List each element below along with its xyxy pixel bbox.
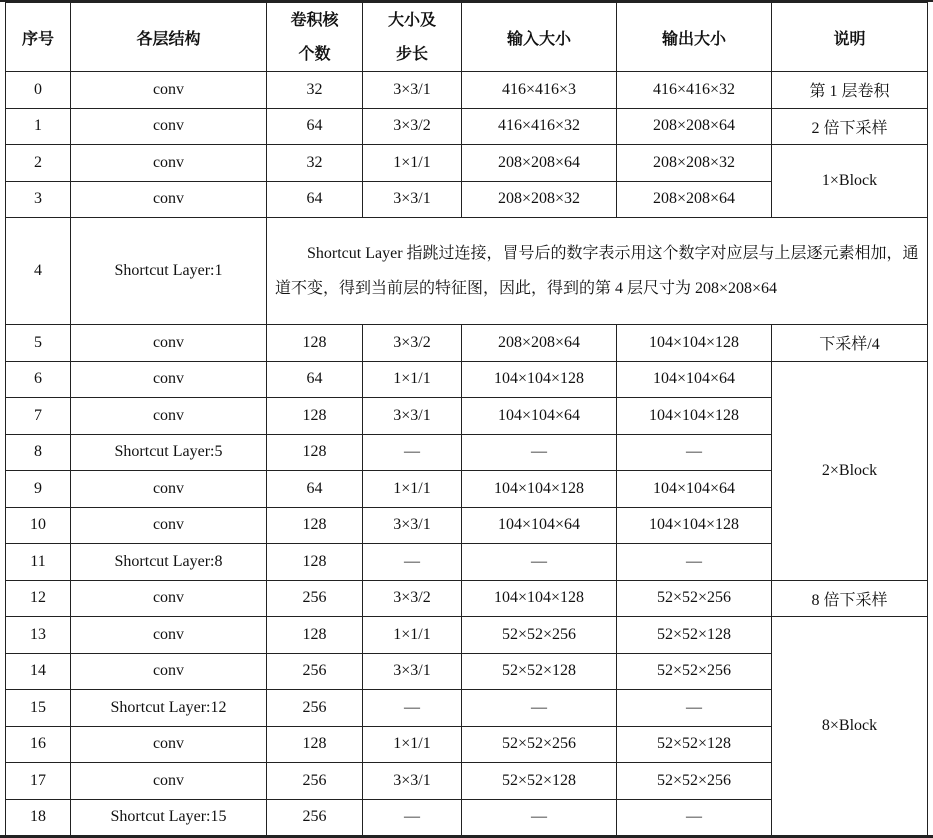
cell-size: — <box>363 434 462 471</box>
cell-kernels: 128 <box>267 398 363 435</box>
cell-structure: conv <box>71 763 267 800</box>
cell-size: 1×1/1 <box>363 726 462 763</box>
cell-input: 104×104×64 <box>462 398 617 435</box>
cell-kernels: 32 <box>267 72 363 109</box>
header-output: 输出大小 <box>617 3 772 72</box>
cell-kernels: 128 <box>267 434 363 471</box>
cell-index: 7 <box>6 398 71 435</box>
cell-size: 3×3/1 <box>363 398 462 435</box>
cell-output: — <box>617 690 772 727</box>
cell-size: 1×1/1 <box>363 361 462 398</box>
cell-shortcut-explanation: Shortcut Layer 指跳过连接，冒号后的数字表示用这个数字对应层与上层逐元素相加，通道不变，得到当前层的特征图，因此，得到的第 4 层尺寸为 208×208×64 <box>267 218 928 325</box>
table-row <box>6 72 928 109</box>
cell-output: — <box>617 799 772 836</box>
cell-index: 12 <box>6 580 71 617</box>
cell-note-merged: 8×Block <box>772 617 928 836</box>
document-wrapper <box>5 2 928 836</box>
cell-index: 13 <box>6 617 71 654</box>
cell-input: 416×416×32 <box>462 108 617 145</box>
cell-index: 1 <box>6 108 71 145</box>
cell-size: — <box>363 799 462 836</box>
header-size <box>363 3 462 72</box>
cell-output: 208×208×32 <box>617 145 772 182</box>
cell-input: — <box>462 690 617 727</box>
cell-index: 0 <box>6 72 71 109</box>
cell-size: — <box>363 690 462 727</box>
cell-output: 104×104×128 <box>617 398 772 435</box>
cell-structure: conv <box>71 653 267 690</box>
table-row <box>6 145 928 182</box>
cell-kernels: 256 <box>267 580 363 617</box>
cell-kernels: 128 <box>267 544 363 581</box>
header-size-line2: 步长 <box>395 44 428 63</box>
cell-output: 52×52×128 <box>617 726 772 763</box>
cell-kernels: 64 <box>267 181 363 218</box>
cell-output: 208×208×64 <box>617 108 772 145</box>
cell-size: — <box>363 544 462 581</box>
table-row <box>6 108 928 145</box>
cell-index: 4 <box>6 218 71 325</box>
cell-kernels: 64 <box>267 361 363 398</box>
cell-index: 16 <box>6 726 71 763</box>
cell-structure: conv <box>71 580 267 617</box>
cell-structure: conv <box>71 507 267 544</box>
cell-index: 15 <box>6 690 71 727</box>
cell-input: 104×104×128 <box>462 361 617 398</box>
cell-index: 10 <box>6 507 71 544</box>
cell-input: 208×208×64 <box>462 145 617 182</box>
cell-structure: conv <box>71 471 267 508</box>
header-kernels <box>267 3 363 72</box>
cell-output: — <box>617 544 772 581</box>
header-note: 说明 <box>772 3 928 72</box>
cell-size: 3×3/2 <box>363 325 462 362</box>
cell-output: — <box>617 434 772 471</box>
cell-structure: conv <box>71 726 267 763</box>
cell-output: 104×104×64 <box>617 361 772 398</box>
cell-output: 416×416×32 <box>617 72 772 109</box>
header-row <box>6 3 928 72</box>
cell-structure: conv <box>71 145 267 182</box>
table-row <box>6 325 928 362</box>
cell-index: 6 <box>6 361 71 398</box>
table-header <box>6 3 928 72</box>
cell-size: 3×3/1 <box>363 763 462 800</box>
cell-output: 52×52×256 <box>617 763 772 800</box>
cell-note: 下采样/4 <box>772 325 928 362</box>
cell-kernels: 32 <box>267 145 363 182</box>
cell-kernels: 64 <box>267 471 363 508</box>
cell-index: 18 <box>6 799 71 836</box>
header-size-line1: 大小及 <box>387 10 436 29</box>
cell-input: 104×104×128 <box>462 471 617 508</box>
cell-size: 1×1/1 <box>363 617 462 654</box>
cell-note-merged: 2×Block <box>772 361 928 580</box>
cell-input: 208×208×64 <box>462 325 617 362</box>
cell-structure: Shortcut Layer:12 <box>71 690 267 727</box>
cell-size: 3×3/2 <box>363 108 462 145</box>
cell-size: 3×3/2 <box>363 580 462 617</box>
cell-structure: conv <box>71 108 267 145</box>
cell-kernels: 256 <box>267 690 363 727</box>
cell-note: 2 倍下采样 <box>772 108 928 145</box>
cell-output: 52×52×256 <box>617 653 772 690</box>
cell-index: 8 <box>6 434 71 471</box>
cell-structure: conv <box>71 181 267 218</box>
network-structure-table <box>5 2 928 836</box>
cell-structure: conv <box>71 361 267 398</box>
cell-size: 3×3/1 <box>363 72 462 109</box>
cell-structure: conv <box>71 398 267 435</box>
header-kernels-line1: 卷积核 <box>290 10 339 29</box>
cell-size: 3×3/1 <box>363 507 462 544</box>
cell-output: 104×104×128 <box>617 507 772 544</box>
cell-kernels: 128 <box>267 617 363 654</box>
header-index: 序号 <box>6 3 71 72</box>
cell-output: 104×104×64 <box>617 471 772 508</box>
cell-kernels: 128 <box>267 726 363 763</box>
cell-input: — <box>462 544 617 581</box>
cell-index: 2 <box>6 145 71 182</box>
cell-index: 3 <box>6 181 71 218</box>
cell-index: 14 <box>6 653 71 690</box>
cell-structure: Shortcut Layer:8 <box>71 544 267 581</box>
table-row <box>6 580 928 617</box>
cell-input: 52×52×256 <box>462 726 617 763</box>
cell-kernels: 256 <box>267 799 363 836</box>
cell-structure: conv <box>71 617 267 654</box>
cell-structure: Shortcut Layer:15 <box>71 799 267 836</box>
cell-kernels: 256 <box>267 653 363 690</box>
table-row-shortcut-explanation <box>6 218 928 325</box>
cell-index: 11 <box>6 544 71 581</box>
cell-index: 9 <box>6 471 71 508</box>
table-row <box>6 617 928 654</box>
cell-index: 5 <box>6 325 71 362</box>
cell-kernels: 128 <box>267 325 363 362</box>
table-body <box>6 72 928 836</box>
cell-output: 52×52×128 <box>617 617 772 654</box>
cell-structure: conv <box>71 72 267 109</box>
cell-size: 1×1/1 <box>363 145 462 182</box>
cell-index: 17 <box>6 763 71 800</box>
cell-input: 52×52×128 <box>462 763 617 800</box>
header-structure: 各层结构 <box>71 3 267 72</box>
cell-input: 52×52×256 <box>462 617 617 654</box>
cell-output: 208×208×64 <box>617 181 772 218</box>
cell-note-merged: 1×Block <box>772 145 928 218</box>
cell-structure: Shortcut Layer:1 <box>71 218 267 325</box>
cell-output: 52×52×256 <box>617 580 772 617</box>
cell-size: 3×3/1 <box>363 181 462 218</box>
cell-size: 3×3/1 <box>363 653 462 690</box>
cell-input: 104×104×64 <box>462 507 617 544</box>
cell-kernels: 64 <box>267 108 363 145</box>
cell-input: — <box>462 799 617 836</box>
cell-input: 104×104×128 <box>462 580 617 617</box>
cell-input: — <box>462 434 617 471</box>
cell-input: 52×52×128 <box>462 653 617 690</box>
cell-note: 第 1 层卷积 <box>772 72 928 109</box>
cell-kernels: 128 <box>267 507 363 544</box>
cell-input: 208×208×32 <box>462 181 617 218</box>
cell-structure: Shortcut Layer:5 <box>71 434 267 471</box>
header-kernels-line2: 个数 <box>298 44 331 63</box>
table-row <box>6 361 928 398</box>
cell-input: 416×416×3 <box>462 72 617 109</box>
header-input: 输入大小 <box>462 3 617 72</box>
cell-structure: conv <box>71 325 267 362</box>
cell-kernels: 256 <box>267 763 363 800</box>
cell-size: 1×1/1 <box>363 471 462 508</box>
cell-output: 104×104×128 <box>617 325 772 362</box>
cell-note: 8 倍下采样 <box>772 580 928 617</box>
